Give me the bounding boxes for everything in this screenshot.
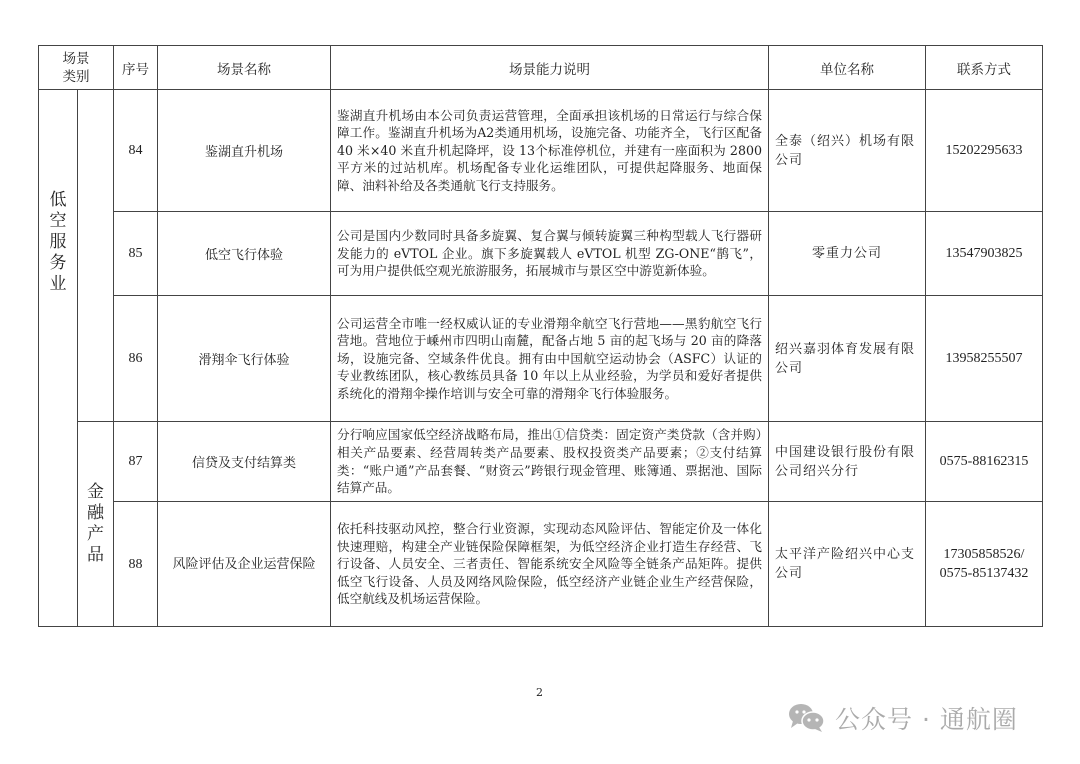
table-row: [39, 212, 1043, 296]
watermark-text: 公众号 · 通航圈: [835, 705, 1018, 734]
row-unit: 太平洋产险绍兴中心支公司: [769, 502, 926, 627]
watermark: [787, 700, 1018, 736]
row-seq: 85: [114, 212, 158, 296]
row-seq: 87: [114, 422, 158, 502]
row-seq: 84: [114, 90, 158, 212]
wechat-icon: [787, 703, 827, 733]
table-row: [39, 90, 1043, 212]
table-row: [39, 422, 1043, 502]
row-unit: 全泰（绍兴）机场有限公司: [769, 90, 926, 212]
row-unit: 中国建设银行股份有限公司绍兴分行: [769, 422, 926, 502]
header-name: 场景名称: [158, 46, 331, 90]
row-name: 低空飞行体验: [158, 212, 331, 296]
row-contact: 13547903825: [926, 212, 1043, 296]
row-description: 依托科技驱动风控，整合行业资源，实现动态风险评估、智能定价及一体化快速理赔，构建全产业链保险保障框架，为低空经济企业打造生存经营、飞行设备、人员安全、三者责任、智能系统安全风险等全链条产品矩阵。提供低空飞行设备、人员及网络风险保险，低空经济产业链企业生产经营保险，低空航线及机场运营保险。: [331, 502, 769, 627]
header-seq: 序号: [114, 46, 158, 90]
row-name: 信贷及支付结算类: [158, 422, 331, 502]
row-seq: 86: [114, 296, 158, 422]
row-contact: 13958255507: [926, 296, 1043, 422]
row-name: 鉴湖直升机场: [158, 90, 331, 212]
category-finance-products: 金融产品: [78, 422, 114, 627]
row-name: 滑翔伞飞行体验: [158, 296, 331, 422]
row-description: 分行响应国家低空经济战略布局，推出①信贷类：固定资产类贷款（含并购）相关产品要素、经营周转类产品要素、股权投资类产品要素；②支付结算类：“账户通”产品套餐、“财资云”跨银行现金管理、账簿通、票据池、国际结算产品。: [331, 422, 769, 502]
row-contact: 15202295633: [926, 90, 1043, 212]
row-contact: 17305858526/ 0575-85137432: [926, 502, 1043, 627]
row-description: 公司运营全市唯一经权威认证的专业滑翔伞航空飞行营地——黑豹航空飞行营地。营地位于嵊州市四明山南麓，配备占地 5 亩的起飞场与 20 亩的降落场，设施完备、空域条件优良。拥有由中国航空运动协会（ASFC）认证的专业教练团队，核心教练员具备 10 年以上从业经验，为学员和爱好者提供系统化的滑翔伞操作培训与安全可靠的滑翔伞飞行体验服务。: [331, 296, 769, 422]
row-description: 鉴湖直升机场由本公司负责运营管理，全面承担该机场的日常运行与综合保障工作。鉴湖直升机场为A2类通用机场，设施完备、功能齐全，飞行区配备 40 米×40 米直升机起降坪，设 13个标准停机位，并建有一座面积为 2800 平方米的过站机库。机场配备专业化运维团队，可提供起降服务、地面保障、油料补给及各类通航飞行支持服务。: [331, 90, 769, 212]
table-row: [39, 296, 1043, 422]
row-name: 风险评估及企业运营保险: [158, 502, 331, 627]
header-contact: 联系方式: [926, 46, 1043, 90]
row-description: 公司是国内少数同时具备多旋翼、复合翼与倾转旋翼三种构型载人飞行器研发能力的 eVTOL 企业。旗下多旋翼载人 eVTOL 机型 ZG-ONE“鹊飞”，可为用户提供低空观光旅游服务，拓展城市与景区空中游览新体验。: [331, 212, 769, 296]
row-contact: 0575-88162315: [926, 422, 1043, 502]
row-seq: 88: [114, 502, 158, 627]
header-category: 场景类别: [39, 46, 114, 90]
row-unit: 零重力公司: [769, 212, 926, 296]
subcategory-empty: [78, 90, 114, 422]
header-row: [39, 46, 1043, 90]
scenario-table: [38, 45, 1043, 627]
page-number: 2: [536, 686, 543, 699]
category-low-altitude-service: 低空服务业: [39, 90, 78, 627]
row-unit: 绍兴嘉羽体育发展有限公司: [769, 296, 926, 422]
header-unit: 单位名称: [769, 46, 926, 90]
header-description: 场景能力说明: [331, 46, 769, 90]
table-row: [39, 502, 1043, 627]
